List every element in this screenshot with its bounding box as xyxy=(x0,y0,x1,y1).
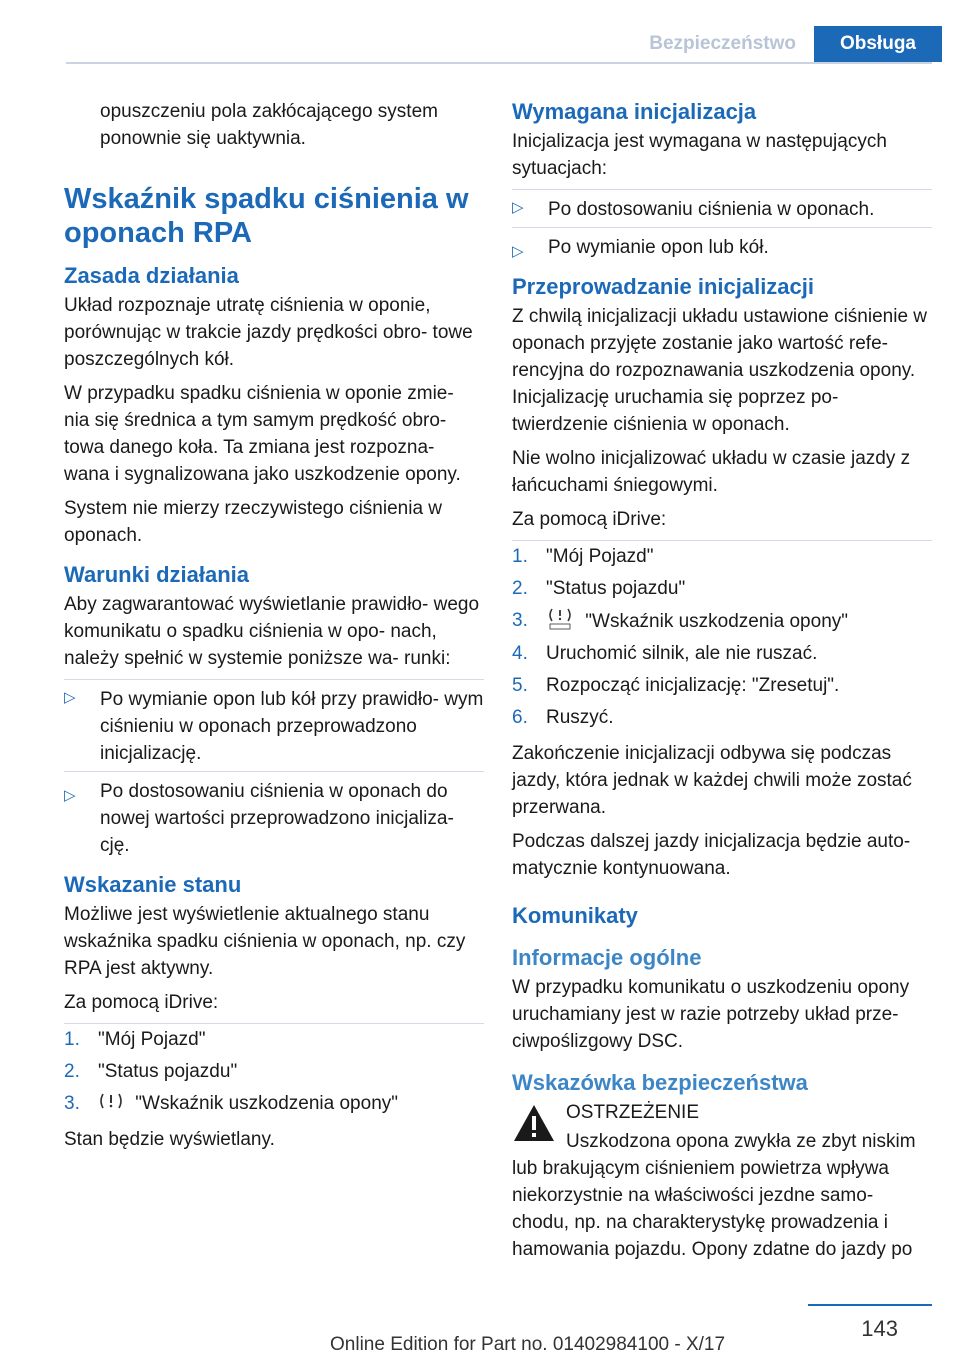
paragraph: Podczas dalszej jazdy inicjalizacja będzie auto‐ matycznie kontynuowana. xyxy=(512,831,911,879)
warning-block xyxy=(512,1099,932,1126)
warning-label: OSTRZEŻENIE xyxy=(566,1102,700,1123)
paragraph: W przypadku komunikatu o uszkodzeniu opony uruchamiany jest w razie potrzeby układ prze‐ ciwpoślizgowy DSC. xyxy=(512,977,910,1052)
step-number: 2. xyxy=(64,1061,80,1082)
conditions-list xyxy=(64,679,484,859)
header-tabs xyxy=(631,26,942,62)
step-number: 1. xyxy=(512,546,528,567)
list-item xyxy=(512,573,932,605)
step-text: Ruszyć. xyxy=(546,707,614,728)
situations-list xyxy=(512,189,932,261)
footer-edition: Online Edition for Part no. 01402984100 - X/17 xyxy=(330,1334,726,1355)
step-number: 4. xyxy=(512,643,528,664)
step-text: "Mój Pojazd" xyxy=(98,1029,206,1050)
heading-informacje-ogolne: Informacje ogólne xyxy=(512,945,702,970)
list-item-text: Po wymianie opon lub kół przy prawidło‐ wym ciśnieniu w oponach przeprowadzono inicjalizację. xyxy=(100,689,484,764)
list-item xyxy=(512,670,932,702)
list-item xyxy=(512,541,932,573)
paragraph: Nie wolno inicjalizować układu w czasie jazdy z łańcuchami śniegowymi. xyxy=(512,448,911,496)
step-text: "Wskaźnik uszkodzenia opony" xyxy=(585,611,849,632)
tab-bezpieczenstwo[interactable]: Bezpieczeństwo xyxy=(631,26,814,62)
triangle-right-icon: ▷ xyxy=(64,689,76,706)
header-divider xyxy=(66,62,932,64)
heading-komunikaty: Komunikaty xyxy=(512,903,638,928)
step-text: Uruchomić silnik, ale nie ruszać. xyxy=(546,643,818,664)
step-text: Rozpocząć inicjalizację: "Zresetuj". xyxy=(546,675,840,696)
continuation-paragraph: opuszczeniu pola zakłócającego system ponownie się uaktywnia. xyxy=(100,101,438,149)
step-number: 6. xyxy=(512,707,528,728)
triangle-right-icon: ▷ xyxy=(64,787,76,804)
list-item xyxy=(64,771,484,859)
tire-pressure-icon xyxy=(98,1091,124,1113)
heading-warunki: Warunki działania xyxy=(64,562,250,587)
step-number: 3. xyxy=(512,610,528,631)
list-item-text: Po dostosowaniu ciśnienia w oponach do nowej wartości przeprowadzono inicjaliza‐ cję. xyxy=(100,781,454,856)
heading-zasada: Zasada działania xyxy=(64,263,239,288)
list-item xyxy=(512,638,932,670)
footer-rule xyxy=(808,1304,932,1306)
steps-list xyxy=(64,1023,484,1120)
list-item xyxy=(64,679,484,767)
warning-triangle-icon xyxy=(512,1103,556,1143)
step-number: 1. xyxy=(64,1029,80,1050)
list-item xyxy=(64,1024,484,1056)
warning-text xyxy=(512,1128,932,1263)
section-title-rpa: Wskaźnik spadku ciśnienia w oponach RPA xyxy=(64,183,469,249)
list-item xyxy=(512,189,932,223)
paragraph: System nie mierzy rzeczywistego ciśnienia w oponach. xyxy=(64,498,443,546)
triangle-right-icon: ▷ xyxy=(512,199,524,216)
tire-pressure-reset-icon xyxy=(546,607,574,631)
paragraph: Za pomocą iDrive: xyxy=(64,992,219,1013)
step-number: 3. xyxy=(64,1093,80,1114)
paragraph: Inicjalizacja jest wymagana w następujących sytuacjach: xyxy=(512,131,887,179)
list-item xyxy=(512,605,932,638)
paragraph: Aby zagwarantować wyświetlanie prawidło‐ wego komunikatu o spadku ciśnienia w opo‐ nach, należy spełnić w systemie poniższe wa‐ runki: xyxy=(64,594,480,669)
paragraph: Z chwilą inicjalizacji układu ustawione ciśnienie w oponach przyjęte zostanie jako wartość refe‐ rencyjna do rozpoznawania uszkodzenia opony. Inicjalizację uruchamia się poprzez po‐ twierdzenie ciśnienia w oponach. xyxy=(512,306,928,435)
page-number: 143 xyxy=(861,1316,898,1341)
list-item xyxy=(64,1056,484,1088)
step-number: 5. xyxy=(512,675,528,696)
list-item xyxy=(64,1088,484,1120)
list-item xyxy=(512,227,932,261)
list-item-text: Po wymianie opon lub kół. xyxy=(548,237,769,258)
heading-przeprowadzanie: Przeprowadzanie inicjalizacji xyxy=(512,274,814,299)
triangle-right-icon: ▷ xyxy=(512,243,524,260)
step-number: 2. xyxy=(512,578,528,599)
right-column xyxy=(512,98,932,1270)
steps-list xyxy=(512,540,932,734)
paragraph: Układ rozpoznaje utratę ciśnienia w oponie, porównując w trakcie jazdy prędkości obro‐ towe poszczególnych kół. xyxy=(64,295,473,370)
paragraph: Stan będzie wyświetlany. xyxy=(64,1129,275,1150)
paragraph: Za pomocą iDrive: xyxy=(512,509,667,530)
paragraph: W przypadku spadku ciśnienia w oponie zmie‐ nia się średnica a tym samym prędkość obro‐ towa danego koła. Ta zmiana jest rozpozna‐ wana i sygnalizowana jako uszkodzenie opony. xyxy=(64,383,461,485)
list-item-text: Po dostosowaniu ciśnienia w oponach. xyxy=(548,199,875,220)
step-text: "Wskaźnik uszkodzenia opony" xyxy=(135,1093,399,1114)
warning-paragraph: Uszkodzona opona zwykła ze zbyt niskim lub brakującym ciśnieniem powietrza wpływa niekorzystnie na właściwości jezdne samo‐ chodu, np. na charakterystykę prowadzenia i hamowania pojazdu. Opony zdatne do jazdy po xyxy=(512,1131,916,1260)
paragraph: Możliwe jest wyświetlenie aktualnego stanu wskaźnika spadku ciśnienia w oponach, np. czy RPA jest aktywny. xyxy=(64,904,466,979)
heading-wskazowka: Wskazówka bezpieczeństwa xyxy=(512,1070,808,1095)
tab-obsluga[interactable]: Obsługa xyxy=(814,26,942,62)
heading-stan: Wskazanie stanu xyxy=(64,872,242,897)
step-text: "Status pojazdu" xyxy=(546,578,686,599)
paragraph: Zakończenie inicjalizacji odbywa się podczas jazdy, która jednak w każdej chwili może zostać przerwana. xyxy=(512,743,912,818)
step-text: "Status pojazdu" xyxy=(98,1061,238,1082)
left-column xyxy=(64,98,484,1160)
list-item xyxy=(512,702,932,734)
heading-wymagana: Wymagana inicjalizacja xyxy=(512,99,757,124)
step-text: "Mój Pojazd" xyxy=(546,546,654,567)
